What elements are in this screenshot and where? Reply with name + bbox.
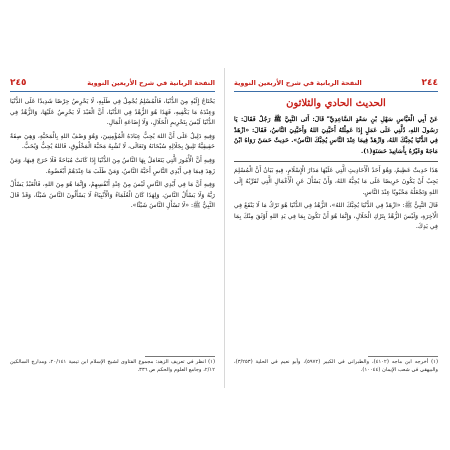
left-paragraph: وَفِيهِ دَلِيلٌ عَلَى أَنَّ اللهَ يُحِبُّ عِبَادَهُ الْمُؤْمِنِينَ، وَهُوَ وَصْفُ اللهِ بِالْمَحَبَّةِ، وَهِيَ صِفَةٌ حَقِيقِيَّةٌ تَلِيقُ بِجَلَالِهِ سُبْحَانَهُ وَتَعَالَى، لَا تُشْبِهُ مَحَبَّةَ الْمَخْلُوقِ، فَاللهُ يُحِبُّ وَيُحَبُّ. [10,132,215,151]
left-page-body [10,97,215,215]
right-footnote: (١) أخرجه ابن ماجه (٤١٠٢)، والطبراني في الكبير (٥٩٧٢)، وأبو نعيم في الحلية (٣/٢٥٣)، والبيهقي في شعب الإيمان (١٠٠٤٤). [234,359,438,374]
left-paragraph: يَحْتَاجُ إِلَيْهِ مِنَ الدُّنْيَا، فَالْمُسْلِمُ يُجْمِلُ فِي طَلَبِهِ، لَا يَحْرِصُ حِرْصًا شَدِيدًا عَلَى الدُّنْيَا وَعِنْدَهُ مَا يَكْفِيهِ، فَهَذَا هُوَ الزُّهْدُ فِي الدُّنْيَا، أَنَّ الْعَبْدَ لَا يَحْرِصُ عَلَيْهَا، وَالزُّهْدُ فِي الدُّنْيَا لَيْسَ بِتَحْرِيمِ الْحَلَالِ، وَلَا إِضَاعَةِ الْمَالِ. [10,98,215,127]
left-page-number: ٢٤٥ [10,77,27,88]
right-paragraph: هَذَا حَدِيثٌ عَظِيمٌ، وَهُوَ أَحَدُ الْأَحَادِيثِ الَّتِي عَلَيْهَا مَدَارُ الْإِسْلَامِ، فِيهِ بَيَانُ أَنَّ الْمُسْلِمَ يَجِبُ أَنْ يَكُونَ حَرِيصًا عَلَى مَا يُحِبُّهُ اللهُ، وَأَنْ يَسْأَلَ عَنِ الْأَعْمَالِ الَّتِي تُقَرِّبُهُ إِلَى اللهِ وَتَجْعَلُهُ مَحْبُوبًا عِنْدَ النَّاسِ. [234,167,438,196]
right-page [225,0,450,450]
left-running-title: النفحة الربانية في شرح الأربعين النووية [87,78,215,87]
left-page-header [10,74,215,92]
right-page-number: ٢٤٤ [421,77,438,88]
left-paragraph: وَفِيهِ أَنَّ مَا فِي أَيْدِي النَّاسِ لَيْسَ مِنْ عِنْدِ أَنْفُسِهِمْ، وَإِنَّمَا هُوَ مِنَ اللهِ، فَالْعَبْدُ يَسْأَلُ رَبَّهُ وَلَا يَسْأَلُ النَّاسَ، وَلِهَذَا كَانَ الْعُلَمَاءُ وَالْأَنْبِيَاءُ لَا يَسْأَلُونَ النَّاسَ شَيْئًا، وَقَدْ قَالَ النَّبِيُّ ﷺ: «لَا تَسْأَلِ النَّاسَ شَيْئًا». [10,181,215,210]
hadith-text: عَنْ أَبِي الْعَبَّاسِ سَهْلِ بْنِ سَعْدٍ السَّاعِدِيِّ ؓ قَالَ: أَتَى النَّبِيَّ ﷺ رَجُلٌ فَقَالَ: يَا رَسُولَ اللهِ، دُلَّنِي عَلَى عَمَلٍ إِذَا عَمِلْتُهُ أَحَبَّنِيَ اللهُ وَأَحَبَّنِيَ النَّاسُ، فَقَالَ: «ازْهَدْ فِي الدُّنْيَا يُحِبَّكَ اللهُ، وَازْهَدْ فِيمَا عِنْدَ النَّاسِ يُحِبَّكَ النَّاسُ». حَدِيثٌ حَسَنٌ رَوَاهُ ابْنُ مَاجَهْ وَغَيْرُهُ بِأَسَانِيدَ حَسَنَةٍ(١). [234,116,438,155]
left-paragraph: وَفِيهِ أَنَّ الْأُمُورَ الَّتِي يَتَعَامَلُ بِهَا النَّاسُ مِنَ الدُّنْيَا إِذَا كَانَتْ مُبَاحَةً فَلَا حَرَجَ فِيهَا، وَمَنْ زَهِدَ فِيمَا فِي أَيْدِي النَّاسِ أَحَبَّهُ النَّاسُ، وَمَنْ طَلَبَ مَا عِنْدَهُمْ أَبْغَضُوهُ. [10,156,215,175]
section-divider [234,161,438,162]
right-footnote-rule [368,356,438,357]
hadith-heading: الحديث الحادي والثلاثون [286,98,386,109]
left-footnote-rule [145,356,215,357]
right-page-header [234,74,438,92]
right-page-body [234,97,438,236]
right-paragraph: قَالَ النَّبِيُّ ﷺ: «ازْهَدْ فِي الدُّنْيَا يُحِبَّكَ اللهُ»، الزُّهْدُ فِي الدُّنْيَا هُوَ تَرْكُ مَا لَا يَنْفَعُ فِي الْآخِرَةِ، وَلَيْسَ الزُّهْدُ بِتَرْكِ الْحَلَالِ، وَإِنَّمَا هُوَ أَنْ تَكُونَ بِمَا فِي يَدِ اللهِ أَوْثَقَ مِنْكَ بِمَا فِي يَدِكَ. [234,202,438,231]
right-running-title: النفحة الربانية في شرح الأربعين النووية [234,78,362,87]
left-footnote: (١) انظر في تعريف الزهد: مجموع الفتاوى لشيخ الإسلام ابن تيمية ٢٠/١٤١، ومدارج السالكين ٢/١٢، وجامع العلوم والحكم ص ٣٣٦. [10,359,215,374]
